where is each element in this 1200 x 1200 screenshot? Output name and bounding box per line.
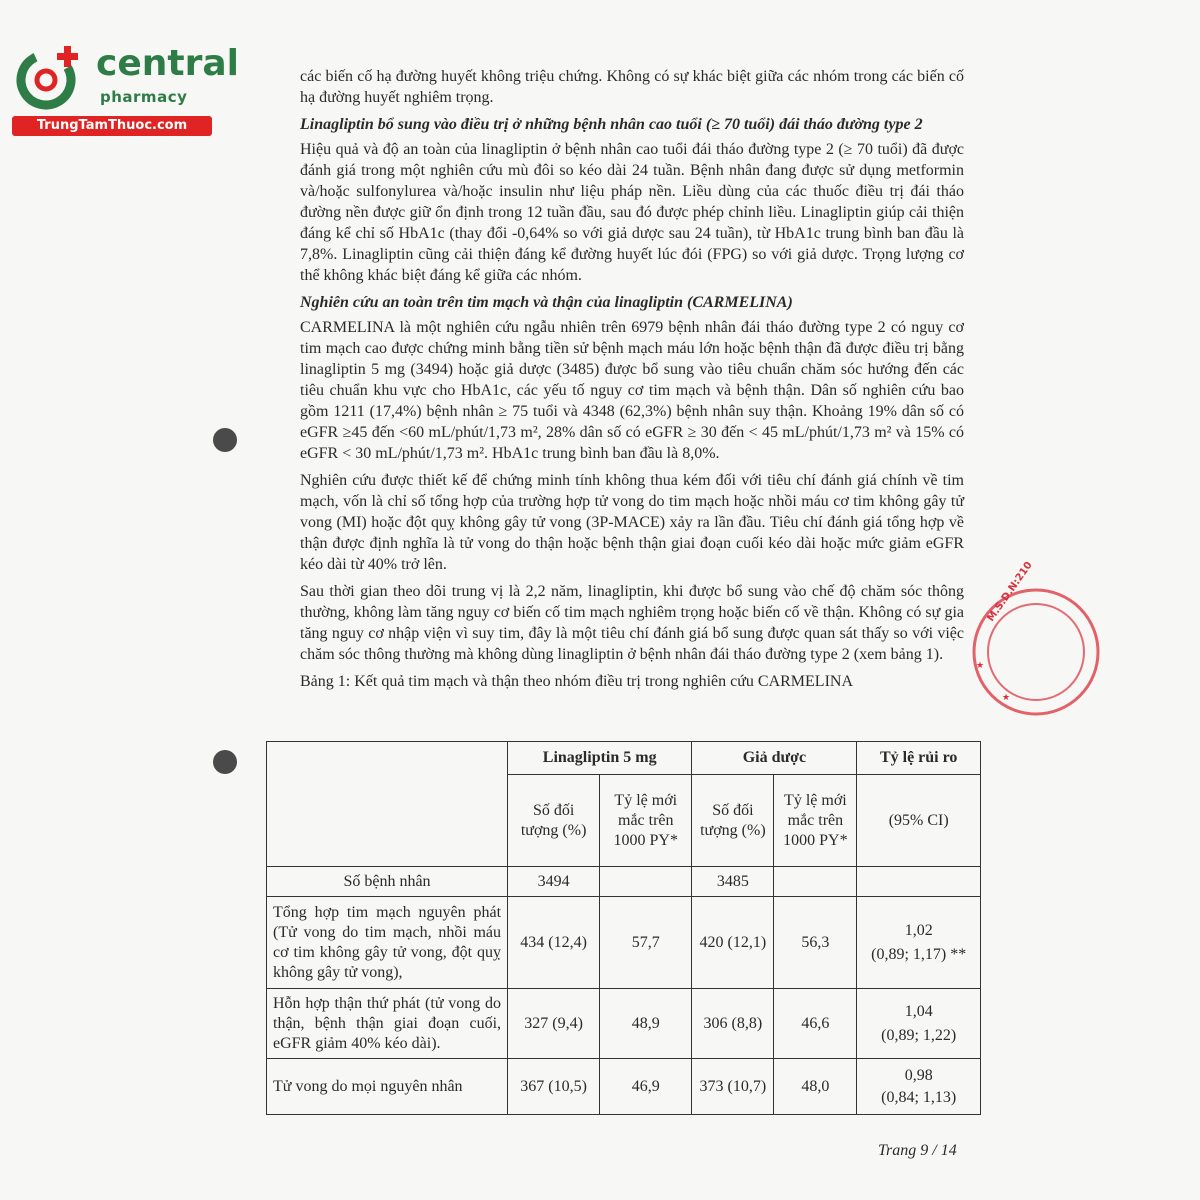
- cell-lina-n: 434 (12,4): [508, 897, 600, 989]
- cell-lina-rate: 48,9: [600, 989, 692, 1059]
- subheader-subjects: Số đối tượng (%): [508, 775, 600, 867]
- table-caption: Bảng 1: Kết quả tim mạch và thận theo nhóm điều trị trong nghiên cứu CARMELINA: [300, 673, 854, 690]
- logo-website: TrungTamThuoc.com: [12, 116, 212, 136]
- subheader-incidence: Tỷ lệ mới mắc trên 1000 PY*: [600, 775, 692, 867]
- table-corner-cell: [267, 742, 508, 867]
- cell-lina-n: 367 (10,5): [508, 1059, 600, 1115]
- cell-lina-rate: 46,9: [600, 1059, 692, 1115]
- cell-hazard-ratio: [857, 897, 981, 989]
- section-heading: Nghiên cứu an toàn trên tim mạch và thận của linagliptin (CARMELINA): [300, 294, 793, 311]
- page-number: Trang 9 / 14: [878, 1142, 957, 1159]
- binder-hole-bottom: [213, 750, 237, 774]
- row-label: Tử vong do mọi nguyên nhân: [267, 1059, 508, 1115]
- logo-name: central: [96, 43, 239, 84]
- subheader-subjects: Số đối tượng (%): [692, 775, 774, 867]
- cell-lina-rate: 57,7: [600, 897, 692, 989]
- paragraph: Nghiên cứu được thiết kế để chứng minh tính không thua kém đối với tiêu chí đánh giá chính về tim mạch, vốn là chỉ số tổng hợp của trường hợp tử vong do tim mạch hoặc nhồi máu cơ tim không gây tử vong (MI) hoặc đột quỵ không gây tử vong (3P-MACE) xảy ra lần đầu. Tiêu chí đánh giá tổng hợp về thận được định nghĩa là tử vong do thận hoặc bệnh thận giai đoạn cuối kéo dài hoặc mức giảm eGFR kéo dài từ 40% trở lên.: [300, 472, 964, 573]
- cell-lina-n: 327 (9,4): [508, 989, 600, 1059]
- header-placebo: Giả dược: [692, 742, 857, 775]
- table-row: [267, 867, 981, 897]
- hazard-ratio-ci: (0,89; 1,17) **: [871, 945, 967, 963]
- svg-text:★: ★: [976, 661, 985, 671]
- brand-logo: [10, 38, 239, 136]
- header-linagliptin: Linagliptin 5 mg: [508, 742, 692, 775]
- cell-hazard-ratio: [857, 1059, 981, 1115]
- binder-hole-top: [213, 428, 237, 452]
- pharmacy-cross-icon: [10, 38, 90, 118]
- table-row: [267, 897, 981, 989]
- cell-placebo-n: 306 (8,8): [692, 989, 774, 1059]
- paragraph: Sau thời gian theo dõi trung vị là 2,2 năm, linagliptin, khi được bổ sung vào chế độ chăm sóc thông thường, không làm tăng nguy cơ biến cố tim mạch nghiêm trọng hoặc biến cố về thận. Không có sự gia tăng nguy cơ nhập viện vì suy tim, đây là một tiêu chí đánh giá bổ sung được quan sát thấy so với việc chăm sóc thông thường mà không dùng linagliptin ở bệnh nhân đái tháo đường type 2 (xem bảng 1).: [300, 583, 964, 663]
- hazard-ratio-ci: (0,89; 1,22): [881, 1026, 957, 1044]
- row-label: Hỗn hợp thận thứ phát (tử vong do thận, bệnh thận giai đoạn cuối, eGFR giảm 40% kéo dài).: [267, 989, 508, 1059]
- hazard-ratio-ci: (0,84; 1,13): [881, 1088, 957, 1106]
- subheader-ci: (95% CI): [857, 775, 981, 867]
- paragraph: các biến cố hạ đường huyết không triệu chứng. Không có sự khác biệt giữa các nhóm trong các biến cố hạ đường huyết nghiêm trọng.: [300, 68, 964, 106]
- cell-placebo-n: 3485: [692, 867, 774, 897]
- cell-placebo-rate: 48,0: [774, 1059, 857, 1115]
- table-header-row: [267, 742, 981, 775]
- section-heading: Linagliptin bổ sung vào điều trị ở những bệnh nhân cao tuổi (≥ 70 tuổi) đái tháo đường type 2: [300, 116, 923, 133]
- row-label: Số bệnh nhân: [267, 867, 508, 897]
- cell-placebo-rate: 56,3: [774, 897, 857, 989]
- cell-lina-n: 3494: [508, 867, 600, 897]
- hazard-ratio-value: 1,02: [904, 921, 933, 939]
- document-body: [300, 66, 964, 698]
- cell-hazard-ratio: [857, 989, 981, 1059]
- hazard-ratio-value: 0,98: [904, 1066, 933, 1084]
- results-table: [266, 741, 981, 1115]
- cell-placebo-n: 373 (10,7): [692, 1059, 774, 1115]
- header-hazard-ratio: Tỷ lệ rủi ro: [857, 742, 981, 775]
- paragraph: CARMELINA là một nghiên cứu ngẫu nhiên trên 6979 bệnh nhân đái tháo đường type 2 có nguy cơ tim mạch cao được chứng minh bằng tiền sử bệnh mạch máu lớn hoặc bệnh thận đã được điều trị bằng linagliptin 5 mg (3494) hoặc giả dược (3485) được bổ sung vào tiêu chuẩn chăm sóc hướng đến các tiêu chuẩn khu vực cho HbA1c, các yếu tố nguy cơ tim mạch và bệnh thận. Dân số nghiên cứu bao gồm 1211 (17,4%) bệnh nhân ≥ 75 tuổi và 4348 (62,3%) bệnh nhân suy thận. Khoảng 19% dân số có eGFR ≥45 đến <60 mL/phút/1,73 m², 28% dân số có eGFR ≥ 30 đến < 45 mL/phút/1,73 m² và 15% có eGFR < 30 mL/phút/1,73 m². HbA1c trung bình ban đầu là 8,0%.: [300, 319, 964, 462]
- svg-text:★: ★: [1002, 693, 1011, 703]
- svg-text:M.S.D.N:210: M.S.D.N:210: [985, 559, 1035, 624]
- cell-placebo-rate: 46,6: [774, 989, 857, 1059]
- hazard-ratio-value: 1,04: [904, 1002, 933, 1020]
- table-row: [267, 1059, 981, 1115]
- paragraph: Hiệu quả và độ an toàn của linagliptin ở bệnh nhân cao tuổi đái tháo đường type 2 (≥ 70 tuổi) đã được đánh giá trong một nghiên cứu mù đôi so kéo dài 24 tuần. Bệnh nhân đang được sử dụng metformin và/hoặc sulfonylurea và/hoặc insulin như liệu pháp nền. Liều dùng của các thuốc điều trị đái tháo đường nền được giữ ổn định trong 12 tuần đầu, sau đó được phép chỉnh liều. Linagliptin giúp cải thiện đáng kể chỉ số HbA1c (thay đổi -0,64% so với giả dược sau 24 tuần), từ HbA1c trung bình ban đầu là 7,8%. Linagliptin cũng cải thiện đáng kể đường huyết lúc đói (FPG) so với giả dược. Trọng lượng cơ thể không khác biệt đáng kể giữa các nhóm.: [300, 141, 964, 284]
- cell-hazard-ratio: [857, 867, 981, 897]
- cell-placebo-rate: [774, 867, 857, 897]
- row-label: Tổng hợp tim mạch nguyên phát (Tử vong do tim mạch, nhồi máu cơ tim không gây tử vong, đột quỵ không gây tử vong),: [267, 897, 508, 989]
- cell-lina-rate: [600, 867, 692, 897]
- cell-placebo-n: 420 (12,1): [692, 897, 774, 989]
- subheader-incidence: Tỷ lệ mới mắc trên 1000 PY*: [774, 775, 857, 867]
- logo-subtitle: pharmacy: [100, 88, 188, 106]
- table-row: [267, 989, 981, 1059]
